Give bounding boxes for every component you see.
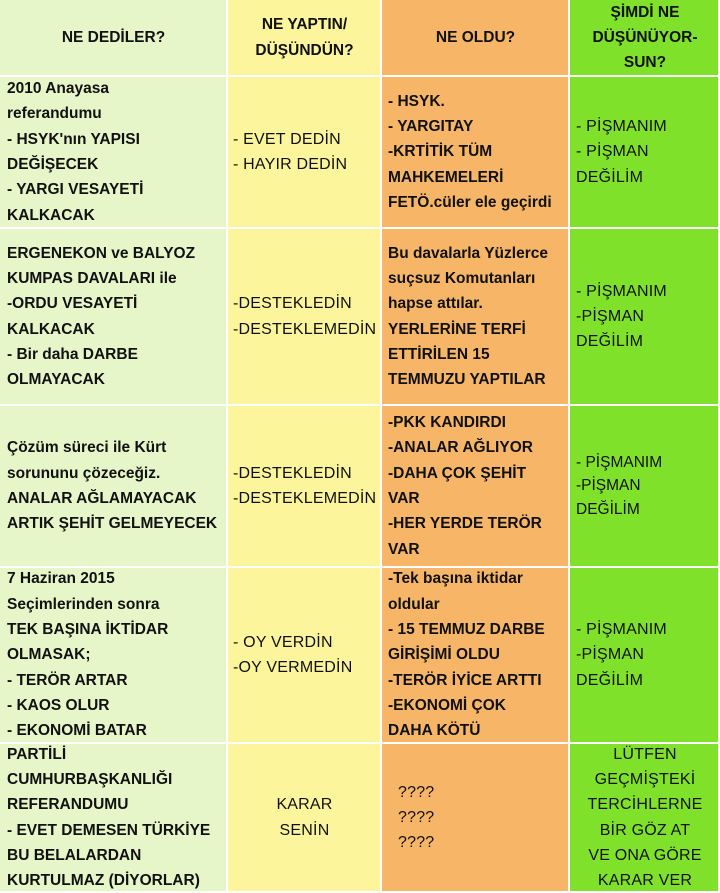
row1-happened-line: FETÖ.cüler ele geçirdi bbox=[388, 193, 552, 211]
row4-now-line: -PİŞMAN bbox=[576, 646, 645, 664]
row2-now-line: - PİŞMANIM bbox=[576, 282, 667, 300]
row3-did-line: -DESTEKLEDİN bbox=[233, 464, 352, 482]
row3-said-line: ARTIK ŞEHİT GELMEYECEK bbox=[7, 515, 218, 533]
row5-did-line: KARAR bbox=[276, 796, 333, 814]
row2-said bbox=[0, 229, 228, 406]
row5-said-line: KURTULMAZ (DİYORLAR) bbox=[7, 872, 200, 890]
header-happened-line: NE OLDU? bbox=[435, 28, 516, 46]
row5-said-line: PARTİLİ bbox=[7, 745, 67, 763]
row3-now-line: DEĞİLİM bbox=[576, 500, 640, 518]
row4-did-line: - OY VERDİN bbox=[233, 633, 333, 651]
row3-did-line: -DESTEKLEMEDİN bbox=[233, 490, 377, 507]
row4-said-line: 7 Haziran 2015 bbox=[7, 570, 115, 588]
row1-happened bbox=[382, 77, 570, 229]
row4-happened-line: -EKONOMİ ÇOK bbox=[388, 696, 506, 714]
row2-happened-line: hapse attılar. bbox=[388, 295, 483, 313]
row2-happened-line: suçsuz Komutanları bbox=[388, 269, 536, 287]
row3-said-line: ANALAR AĞLAMAYACAK bbox=[7, 490, 197, 507]
row2-happened bbox=[382, 229, 570, 406]
header-did bbox=[228, 0, 382, 77]
row2-did bbox=[228, 229, 382, 406]
header-said-line: NE DEDİLER? bbox=[61, 28, 166, 46]
row5-said bbox=[0, 744, 228, 893]
header-did-line: DÜŞÜNDÜN? bbox=[255, 41, 354, 59]
row3-said-line: sorununu çözeceğiz. bbox=[7, 464, 161, 482]
row4-happened bbox=[382, 568, 570, 744]
row3-happened-line: -DAHA ÇOK ŞEHİT bbox=[388, 464, 527, 482]
row1-happened-line: - HSYK. bbox=[388, 92, 445, 110]
row2-happened-line: ETTİRİLEN 15 bbox=[388, 345, 490, 363]
row3-happened bbox=[382, 406, 570, 568]
row2-said-line: - Bir daha DARBE bbox=[7, 345, 138, 363]
row2-now-line: -PİŞMAN bbox=[576, 307, 645, 325]
row1-now-line: DEĞİLİM bbox=[576, 168, 644, 186]
row4-said-line: - TERÖR ARTAR bbox=[7, 671, 128, 689]
row1-happened-line: -KRTİTİK TÜM bbox=[388, 143, 493, 161]
row1-did-line: - HAYIR DEDİN bbox=[233, 156, 348, 173]
row3-happened-line: -ANALAR AĞLIYOR bbox=[388, 439, 533, 457]
row2-did-line: -DESTEKLEDİN bbox=[233, 295, 352, 313]
row2-did-line: -DESTEKLEMEDİN bbox=[233, 320, 377, 338]
row1-did bbox=[228, 77, 382, 229]
row3-said bbox=[0, 406, 228, 568]
row3-happened-line: -PKK KANDIRDI bbox=[388, 414, 506, 432]
row5-happened-line: ???? bbox=[398, 783, 435, 801]
row2-said-line: OLMAYACAK bbox=[7, 371, 105, 389]
row4-happened-line: DAHA KÖTÜ bbox=[388, 722, 481, 740]
header-now-line: SUN? bbox=[623, 54, 667, 72]
row4-said-line: - EKONOMİ BATAR bbox=[7, 722, 147, 740]
row1-said-line: referandumu bbox=[7, 105, 102, 123]
row5-happened-line: ???? bbox=[398, 808, 435, 826]
row1-said-line: DEĞİŞECEK bbox=[7, 156, 99, 173]
row3-happened-line: -HER YERDE TERÖR bbox=[388, 515, 542, 533]
header-did-line: NE YAPTIN/ bbox=[261, 16, 348, 34]
row1-said bbox=[0, 77, 228, 229]
header-now-line: DÜŞÜNÜYOR- bbox=[592, 28, 698, 46]
row2-now-line: DEĞİLİM bbox=[576, 333, 644, 351]
header-now-line: ŞİMDİ NE bbox=[610, 3, 680, 21]
header-now bbox=[570, 0, 720, 77]
row2-said-line: -ORDU VESAYETİ bbox=[7, 295, 138, 313]
row4-now-line: DEĞİLİM bbox=[576, 671, 644, 689]
row3-did bbox=[228, 406, 382, 568]
row5-said-line: CUMHURBAŞKANLIĞI bbox=[7, 770, 173, 788]
row5-now-line: GEÇMİŞTEKİ bbox=[594, 770, 696, 788]
row4-now-line: - PİŞMANIM bbox=[576, 621, 667, 639]
row5-now-line: KARAR VER bbox=[597, 872, 693, 890]
row1-said-line: KALKACAK bbox=[7, 206, 95, 224]
header-happened bbox=[382, 0, 570, 77]
row3-said-line: Çözüm süreci ile Kürt bbox=[7, 439, 167, 457]
row1-happened-line: - YARGITAY bbox=[388, 118, 474, 136]
row1-did-line: - EVET DEDİN bbox=[233, 130, 341, 148]
row2-now bbox=[570, 229, 720, 406]
row3-now-line: -PİŞMAN bbox=[576, 477, 641, 495]
row4-said-line: OLMASAK; bbox=[7, 646, 91, 664]
row2-happened-line: Bu davalarla Yüzlerce bbox=[388, 244, 548, 262]
row2-happened-line: YERLERİNE TERFİ bbox=[388, 320, 526, 338]
row4-said-line: TEK BAŞINA İKTİDAR bbox=[7, 621, 169, 639]
row5-now-line: LÜTFEN bbox=[613, 745, 677, 763]
row5-happened bbox=[382, 744, 570, 893]
row4-happened-line: oldular bbox=[388, 595, 440, 613]
row1-said-line: - HSYK'nın YAPISI bbox=[7, 130, 140, 148]
row4-said-line: Seçimlerinden sonra bbox=[7, 595, 160, 613]
row5-now-line: VE ONA GÖRE bbox=[588, 846, 702, 864]
row5-now-line: TERCİHLERNE bbox=[587, 796, 703, 814]
row3-now bbox=[570, 406, 720, 568]
row3-now-line: - PİŞMANIM bbox=[576, 453, 663, 471]
row5-said-line: REFERANDUMU bbox=[7, 796, 129, 814]
row1-happened-line: MAHKEMELERİ bbox=[388, 168, 504, 186]
row4-happened-line: GİRİŞİMİ OLDU bbox=[388, 646, 500, 664]
header-said bbox=[0, 0, 228, 77]
row2-happened-line: TEMMUZU YAPTILAR bbox=[388, 371, 546, 389]
row4-happened-line: -TERÖR İYİCE ARTTI bbox=[388, 671, 542, 689]
row1-said-line: 2010 Anayasa bbox=[7, 80, 109, 98]
row1-said-line: - YARGI VESAYETİ bbox=[7, 181, 144, 199]
row1-now bbox=[570, 77, 720, 229]
row4-happened-line: -Tek başına iktidar bbox=[388, 570, 523, 588]
row5-did-line: SENİN bbox=[279, 821, 330, 839]
row5-did bbox=[228, 744, 382, 893]
row1-now-line: - PİŞMANIM bbox=[576, 118, 667, 136]
row4-now bbox=[570, 568, 720, 744]
row4-happened-line: - 15 TEMMUZ DARBE bbox=[388, 621, 545, 639]
row4-did-line: -OY VERMEDİN bbox=[233, 659, 353, 676]
row4-said bbox=[0, 568, 228, 744]
row3-happened-line: VAR bbox=[388, 540, 420, 558]
row2-said-line: KALKACAK bbox=[7, 320, 95, 338]
row5-said-line: BU BELALARDAN bbox=[7, 846, 142, 864]
row2-said-line: KUMPAS DAVALARI ile bbox=[7, 269, 177, 287]
row5-now bbox=[570, 744, 720, 893]
row4-said-line: - KAOS OLUR bbox=[7, 696, 110, 714]
row5-happened-line: ???? bbox=[398, 834, 435, 852]
row5-now-line: BİR GÖZ AT bbox=[599, 821, 691, 839]
row1-now-line: - PİŞMAN bbox=[576, 143, 649, 161]
row5-said-line: - EVET DEMESEN TÜRKİYE bbox=[7, 821, 211, 839]
row4-did bbox=[228, 568, 382, 744]
row3-happened-line: VAR bbox=[388, 490, 420, 507]
row2-said-line: ERGENEKON ve BALYOZ bbox=[7, 244, 196, 262]
